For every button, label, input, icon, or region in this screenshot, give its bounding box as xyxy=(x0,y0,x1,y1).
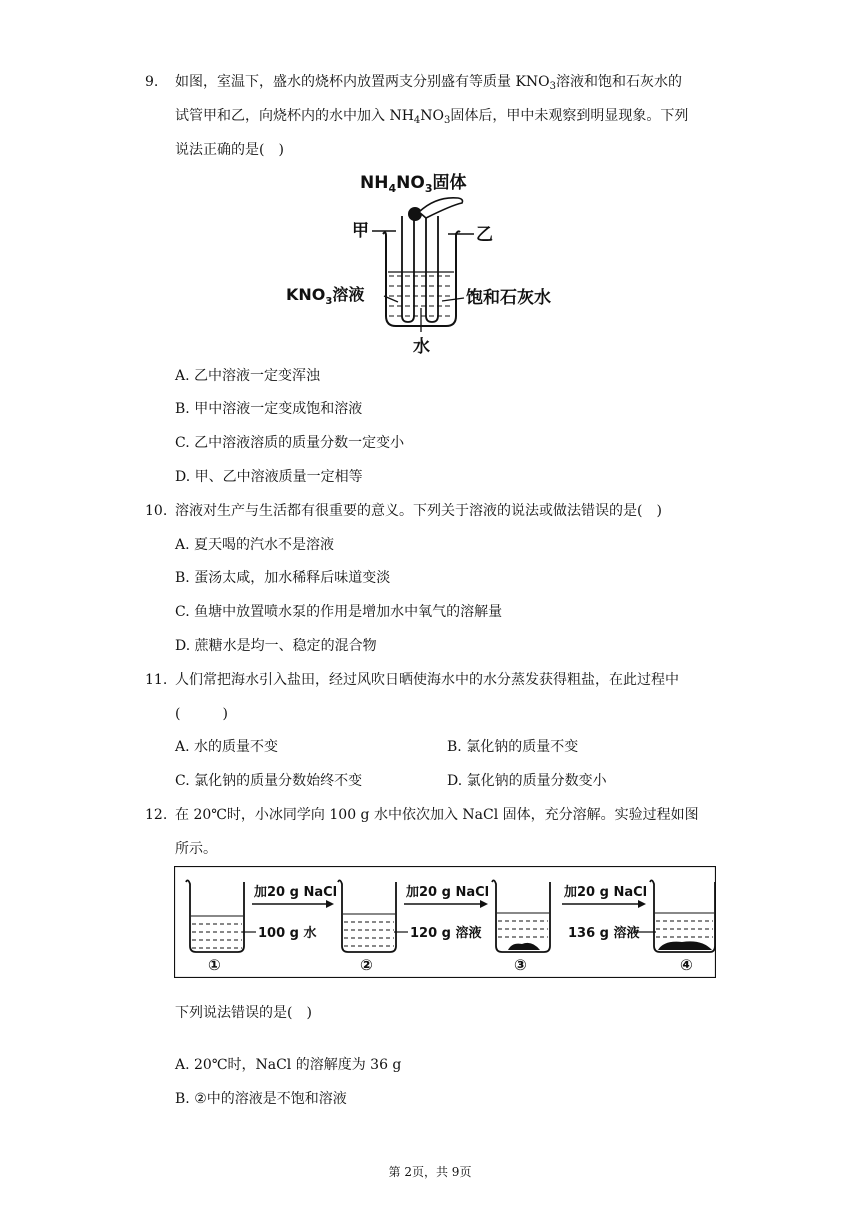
q11-option-d[interactable]: D. 氯化钠的质量分数变小 xyxy=(447,773,607,789)
arrow-label-3: 加20 g NaCl xyxy=(564,885,648,900)
q12-option-a[interactable]: A. 20℃时，NaCl 的溶解度为 36 g xyxy=(175,1057,402,1073)
question-11-number: 11. xyxy=(145,672,168,688)
question-9-stem-line2: 试管甲和乙，向烧杯内的水中加入 $NH_4NO_3$固体后，甲中未观察到明显现象。下列 xyxy=(175,108,689,126)
question-11-stem: 人们常把海水引入盐田，经过风吹日晒使海水中的水分蒸发获得粗盐，在此过程中 xyxy=(175,672,679,688)
q11-option-a[interactable]: A. 水的质量不变 xyxy=(175,739,279,755)
question-10-stem: 溶液对生产与生活都有很重要的意义。下列关于溶液的说法或做法错误的是( ) xyxy=(175,503,662,519)
question-12-stem-line1: 在 20℃时，小冰同学向 100 g 水中依次加入 NaCl 固体，充分溶解。实验过程如图 xyxy=(175,807,699,823)
question-9-number: 9. xyxy=(145,74,159,90)
q9-option-b[interactable]: B. 甲中溶液一定变成饱和溶液 xyxy=(175,401,363,417)
question-11-blank: ( ) xyxy=(175,706,228,722)
q10-option-d[interactable]: D. 蔗糖水是均一、稳定的混合物 xyxy=(175,638,377,654)
question-9-stem-line1: 如图，室温下，盛水的烧杯内放置两支分别盛有等质量 $KNO_3$溶液和饱和石灰水的 xyxy=(175,74,683,92)
label-n4: ④ xyxy=(680,956,693,974)
beaker-test-tubes-figure xyxy=(286,168,586,358)
mass-label-1: 100 g 水 xyxy=(258,926,317,941)
nacl-dissolving-figure xyxy=(174,866,716,978)
figure-label-water: 水 xyxy=(413,337,430,357)
question-12-prompt: 下列说法错误的是( ) xyxy=(175,1005,312,1021)
q11-option-b[interactable]: B. 氯化钠的质量不变 xyxy=(447,739,579,755)
figure-label-saturated-limewater: 饱和石灰水 xyxy=(466,288,551,308)
arrow-label-1: 加20 g NaCl xyxy=(254,885,338,900)
q11-option-c[interactable]: C. 氯化钠的质量分数始终不变 xyxy=(175,773,363,789)
arrow-label-2: 加20 g NaCl xyxy=(406,885,490,900)
label-n2: ② xyxy=(360,956,373,974)
q9-option-c[interactable]: C. 乙中溶液溶质的质量分数一定变小 xyxy=(175,435,405,451)
q10-option-b[interactable]: B. 蛋汤太咸，加水稀释后味道变淡 xyxy=(175,570,391,586)
q10-option-a[interactable]: A. 夏天喝的汽水不是溶液 xyxy=(175,537,335,553)
page-footer: 第 2页，共 9页 xyxy=(388,1165,472,1179)
figure-label-nh4no3: $NH_4NO_3$固体 xyxy=(360,173,467,195)
question-9-stem-line3: 说法正确的是( ) xyxy=(175,142,284,158)
mass-label-2: 120 g 溶液 xyxy=(410,926,482,941)
mass-label-3: 136 g 溶液 xyxy=(568,926,640,941)
q12-option-b[interactable]: B. ②中的溶液是不饱和溶液 xyxy=(175,1091,347,1107)
label-n3: ③ xyxy=(514,956,527,974)
figure-label-jia: 甲 xyxy=(352,221,369,241)
question-10-number: 10. xyxy=(145,503,168,519)
label-n1: ① xyxy=(208,956,221,974)
q9-option-d[interactable]: D. 甲、乙中溶液质量一定相等 xyxy=(175,469,363,485)
figure-label-yi: 乙 xyxy=(476,225,493,245)
q10-option-c[interactable]: C. 鱼塘中放置喷水泵的作用是增加水中氧气的溶解量 xyxy=(175,604,503,620)
figure-label-kno3-solution: $KNO_3$溶液 xyxy=(286,285,365,307)
q9-option-a[interactable]: A. 乙中溶液一定变浑浊 xyxy=(175,368,321,384)
question-12-number: 12. xyxy=(145,807,168,823)
question-12-stem-line2: 所示。 xyxy=(175,841,217,857)
